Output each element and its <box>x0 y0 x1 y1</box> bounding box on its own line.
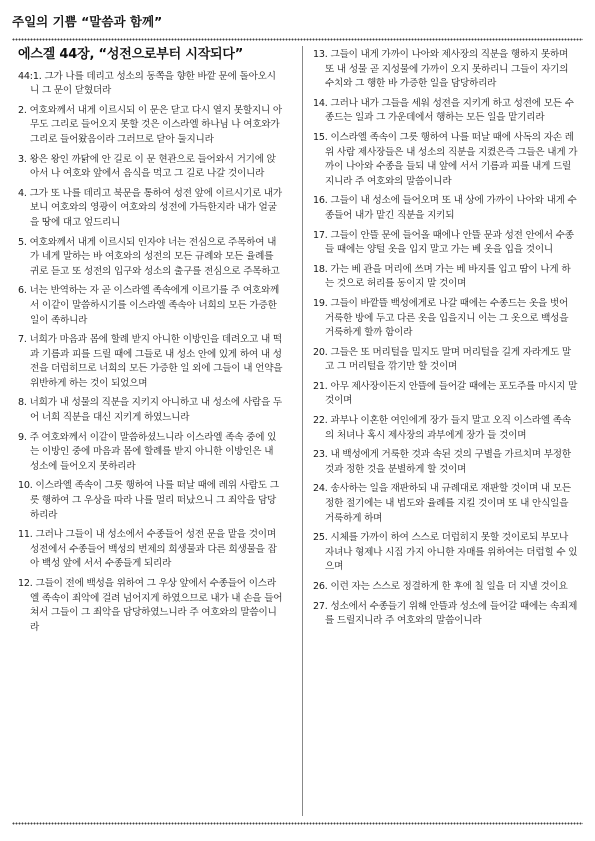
verse: 22. 과부나 이혼한 여인에게 장가 들지 말고 오직 이스라엘 족속의 처녀나 혹시 제사장의 과부에게 장가 들 것이며 <box>313 415 571 441</box>
verse: 26. 이런 자는 스스로 정결하게 한 후에 칠 일을 더 지낼 것이요 <box>313 581 568 592</box>
bottom-divider <box>12 822 583 826</box>
verse: 24. 송사하는 일을 재판하되 내 규례대로 재판할 것이며 내 모든 정한 절기에는 내 법도와 율례를 지킬 것이며 또 내 안식일을 거룩하게 하며 <box>313 483 571 524</box>
column-divider <box>302 46 303 816</box>
verse: 3. 왕은 왕인 까닭에 안 길로 이 문 현관으로 들어와서 거기에 앉아서 나 여호와 앞에서 음식을 먹고 그 길로 나갈 것이니라 <box>18 153 276 180</box>
verse: 4. 그가 또 나를 데리고 북문을 통하여 성전 앞에 이르시기로 내가 보니 여호와의 영광이 여호와의 성전에 가득한지라 내가 얼굴을 땅에 대고 엎드리니 <box>18 187 282 228</box>
verse: 12. 그들이 전에 백성을 위하여 그 우상 앞에서 수종들어 이스라엘 족속이 죄악에 걸려 넘어지게 하였으므로 내가 내 손을 들어 쳐서 그들이 그 죄악을 담당하였느니라 주 여호와의 말씀이니라 <box>18 578 283 633</box>
header-title: 주일의 기쁨 “말씀과 함께” <box>12 14 163 29</box>
verse: 21. 아무 제사장이든지 안뜰에 들어갈 때에는 포도주를 마시지 말 것이며 <box>313 380 578 407</box>
verse: 10. 이스라엘 족속이 그릇 행하여 나를 떠날 때에 레위 사람도 그릇 행하여 그 우상을 따라 나를 멀리 떠났으니 그 죄악을 담당하리라 <box>18 480 279 521</box>
verse: 14. 그러나 내가 그들을 세워 성전을 지키게 하고 성전에 모든 수종드는 일과 그 가운데에서 행하는 모든 일을 맡기리라 <box>313 97 574 124</box>
section-title: 에스겔 44장, “성전으로부터 시작되다” <box>18 47 244 62</box>
top-divider <box>12 38 583 42</box>
verse: 17. 그들이 안뜰 문에 들어올 때에나 안뜰 문과 성전 안에서 수종들 때에는 양털 옷을 입지 말고 가는 베 옷을 입을 것이니 <box>313 229 574 256</box>
verse: 8. 너희가 내 성물의 직분을 지키지 아니하고 내 성소에 사람을 두어 너희 직분을 대신 지키게 하였느니라 <box>18 397 282 424</box>
verse: 16. 그들이 내 성소에 들어오며 또 내 상에 가까이 나아와 내게 수종들어 내가 맡긴 직분을 지키되 <box>313 195 577 221</box>
verse: 18. 가는 베 관을 머리에 쓰며 가는 베 바지를 입고 땀이 나게 하는 것으로 허리를 동이지 말 것이며 <box>313 263 571 290</box>
verse: 2. 여호와께서 내게 이르시되 이 문은 닫고 다시 열지 못할지니 아무도 그리로 들어오지 못할 것은 이스라엘 하나님 나 여호와가 그리로 들어왔음이라 그러므로 닫아 둘지니라 <box>18 104 282 145</box>
verse: 7. 너희가 마음과 몸에 할례 받지 아니한 이방인을 데려오고 내 떡과 기름과 피를 드릴 때에 그들로 내 성소 안에 있게 하여 내 성전을 더럽히므로 너희의 모든 가증한 일 외에 그들이 내 언약을 위반하게 하는 것이 되었으며 <box>18 334 283 389</box>
verse: 19. 그들이 바깥뜰 백성에게로 나갈 때에는 수종드는 옷을 벗어 거룩한 방에 두고 다른 옷을 입을지니 이는 그 옷으로 백성을 거룩하게 할까 함이라 <box>313 297 569 339</box>
left-column <box>18 48 284 640</box>
verse: 23. 내 백성에게 거룩한 것과 속된 것의 구별을 가르치며 부정한 것과 정한 것을 분별하게 할 것이며 <box>313 449 571 475</box>
right-column <box>313 48 579 634</box>
verse: 5. 여호와께서 내게 이르시되 인자야 너는 전심으로 주목하여 내가 네게 말하는 바 여호와의 성전의 모든 규례와 모든 율례를 귀로 듣고 또 성전의 입구와 성소의 출구를 전심으로 주목하고 <box>18 236 280 277</box>
verse: 44:1. 그가 나를 데리고 성소의 동쪽을 향한 바깥 문에 돌아오시니 그 문이 닫혔더라 <box>18 70 276 97</box>
verse: 15. 이스라엘 족속이 그릇 행하여 나를 떠날 때에 사독의 자손 레위 사람 제사장들은 내 성소의 직분을 지켰은즉 그들은 내게 가까이 나아와 수종을 들되 내 앞에 서서 기름과 피를 내게 드릴지니라 주 여호와의 말씀이니라 <box>313 131 578 187</box>
verse: 6. 너는 반역하는 자 곧 이스라엘 족속에게 이르기를 주 여호와께서 이같이 말씀하시기를 이스라엘 족속아 너희의 모든 가증한 일이 족하니라 <box>18 285 280 326</box>
verse: 11. 그러나 그들이 내 성소에서 수종들어 성전 문을 맡을 것이며 성전에서 수종들어 백성의 번제의 희생물과 다른 희생물을 잡아 백성 앞에 서서 수종들게 되리라 <box>18 529 277 570</box>
verse: 20. 그들은 또 머리털을 밀지도 말며 머리털을 길게 자라게도 말고 그 머리털을 깎기만 할 것이며 <box>313 346 571 373</box>
verse: 25. 시체를 가까이 하여 스스로 더럽히지 못할 것이로되 부모나 자녀나 형제나 시집 가지 아니한 자매를 위하여는 더럽힐 수 있으며 <box>313 532 578 573</box>
verse: 13. 그들이 내게 가까이 나아와 제사장의 직분을 행하지 못하며 또 내 성물 곧 지성물에 가까이 오지 못하리니 그들이 자기의 수치와 그 행한 바 가증한 일을 담당하리라 <box>313 49 569 90</box>
verse: 9. 주 여호와께서 이같이 말씀하셨느니라 이스라엘 족속 중에 있는 이방인 중에 마음과 몸에 할례를 받지 아니한 이방인은 내 성소에 들어오지 못하리라 <box>18 431 277 472</box>
verse: 27. 성소에서 수종들기 위해 안뜰과 성소에 들어갈 때에는 속죄제를 드릴지니라 주 여호와의 말씀이니라 <box>313 600 578 627</box>
